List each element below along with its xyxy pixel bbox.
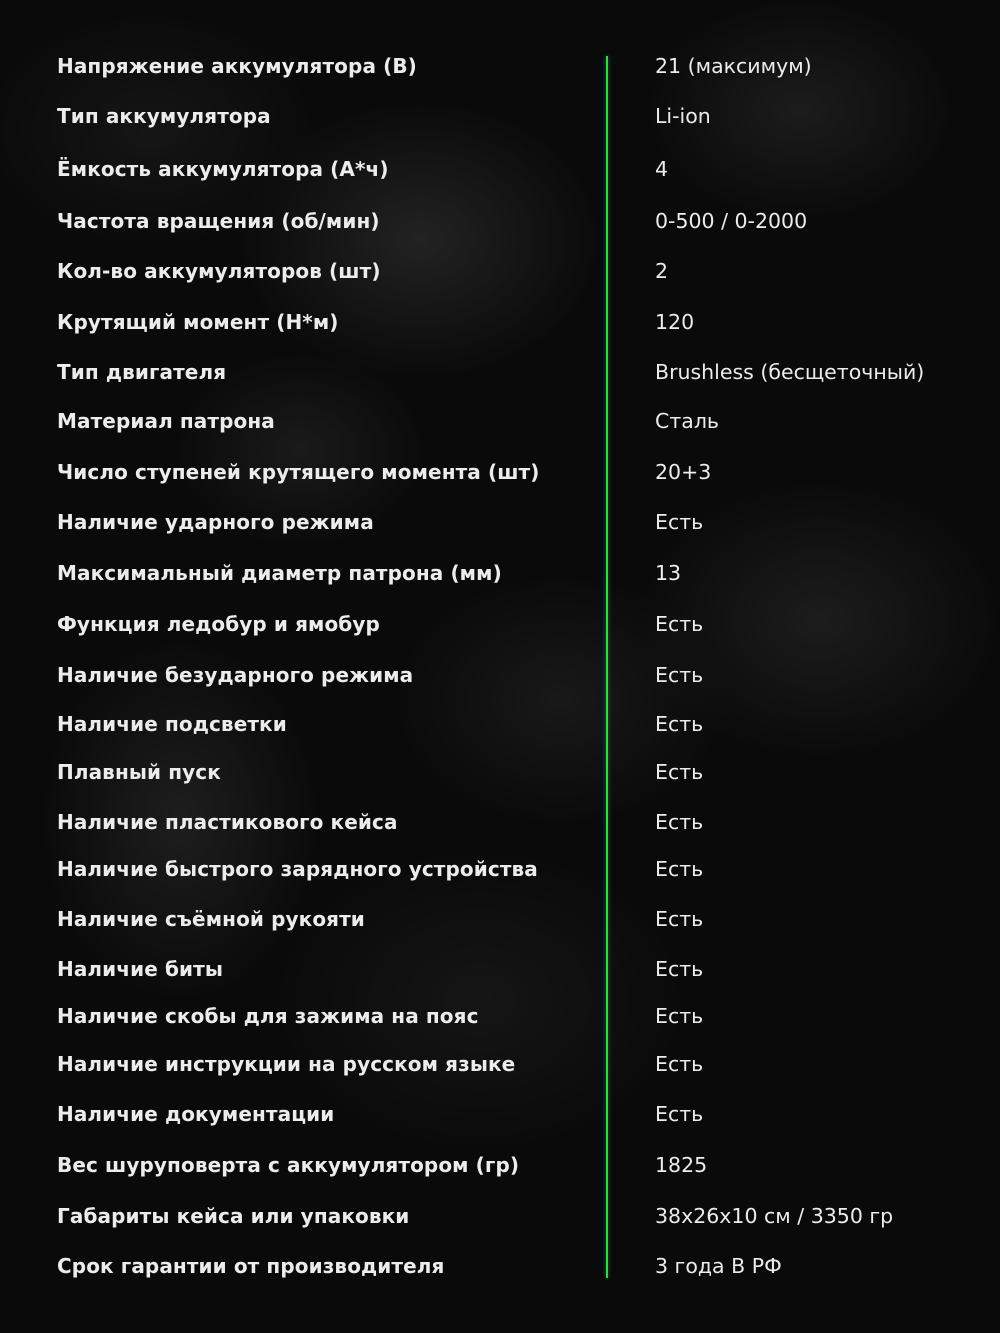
spec-row-chuck-material (0, 401, 1000, 441)
spec-row-non-impact-mode (0, 655, 1000, 695)
spec-row-bit (0, 949, 1000, 989)
spec-value: 38x26x10 см / 3350 гр (655, 1204, 894, 1228)
spec-row-belt-clip (0, 996, 1000, 1036)
spec-label: Функция ледобур и ямобур (57, 612, 380, 636)
spec-value: 21 (максимум) (655, 54, 812, 78)
spec-row-torque-steps (0, 452, 1000, 492)
spec-label: Крутящий момент (Н*м) (57, 310, 339, 334)
spec-label: Наличие пластикового кейса (57, 810, 398, 834)
spec-label: Наличие подсветки (57, 712, 287, 736)
spec-label: Наличие биты (57, 957, 224, 981)
spec-value: Brushless (бесщеточный) (655, 360, 925, 384)
spec-row-soft-start (0, 752, 1000, 792)
spec-value: 4 (655, 157, 669, 181)
spec-value: Сталь (655, 409, 720, 433)
spec-row-rpm (0, 201, 1000, 241)
spec-label: Плавный пуск (57, 760, 221, 784)
spec-label: Максимальный диаметр патрона (мм) (57, 561, 502, 585)
spec-row-russian-manual (0, 1044, 1000, 1084)
spec-value: 13 (655, 561, 682, 585)
spec-label: Габариты кейса или упаковки (57, 1204, 410, 1228)
spec-row-battery-capacity (0, 149, 1000, 189)
spec-value: Есть (655, 1102, 704, 1126)
spec-row-battery-count (0, 251, 1000, 291)
spec-row-package-dimensions (0, 1196, 1000, 1236)
spec-value: Есть (655, 857, 704, 881)
spec-row-motor-type (0, 352, 1000, 392)
spec-row-warranty (0, 1246, 1000, 1286)
spec-label: Тип двигателя (57, 360, 227, 384)
spec-label: Число ступеней крутящего момента (шт) (57, 460, 540, 484)
spec-row-documentation (0, 1094, 1000, 1134)
spec-value: 0-500 / 0-2000 (655, 209, 808, 233)
spec-row-voltage (0, 46, 1000, 86)
spec-row-light (0, 704, 1000, 744)
spec-value: 1825 (655, 1153, 708, 1177)
spec-value: 120 (655, 310, 695, 334)
spec-value: Есть (655, 712, 704, 736)
spec-label: Наличие документации (57, 1102, 335, 1126)
spec-value: 20+3 (655, 460, 712, 484)
spec-label: Наличие инструкции на русском языке (57, 1052, 516, 1076)
spec-label: Наличие скобы для зажима на пояс (57, 1004, 479, 1028)
spec-label: Напряжение аккумулятора (В) (57, 54, 417, 78)
spec-label: Тип аккумулятора (57, 104, 271, 128)
spec-label: Частота вращения (об/мин) (57, 209, 380, 233)
spec-value: Есть (655, 663, 704, 687)
spec-row-chuck-diameter (0, 553, 1000, 593)
spec-row-auger-function (0, 604, 1000, 644)
spec-label: Ёмкость аккумулятора (А*ч) (57, 157, 389, 181)
spec-row-plastic-case (0, 802, 1000, 842)
spec-row-removable-handle (0, 899, 1000, 939)
spec-value: 2 (655, 259, 669, 283)
spec-value: Есть (655, 760, 704, 784)
spec-label: Кол-во аккумуляторов (шт) (57, 259, 381, 283)
spec-value: Есть (655, 907, 704, 931)
spec-value: Есть (655, 612, 704, 636)
spec-value: Есть (655, 810, 704, 834)
spec-value: Есть (655, 510, 704, 534)
spec-label: Наличие ударного режима (57, 510, 374, 534)
spec-label: Наличие быстрого зарядного устройства (57, 857, 538, 881)
spec-value: 3 года В РФ (655, 1254, 782, 1278)
spec-label: Срок гарантии от производителя (57, 1254, 445, 1278)
spec-label: Вес шуруповерта с аккумулятором (гр) (57, 1153, 520, 1177)
spec-value: Есть (655, 1004, 704, 1028)
spec-row-weight (0, 1145, 1000, 1185)
spec-value: Li-ion (655, 104, 711, 128)
spec-row-fast-charger (0, 849, 1000, 889)
spec-label: Наличие безударного режима (57, 663, 414, 687)
spec-label: Наличие съёмной рукояти (57, 907, 365, 931)
spec-label: Материал патрона (57, 409, 275, 433)
spec-value: Есть (655, 957, 704, 981)
spec-value: Есть (655, 1052, 704, 1076)
spec-row-battery-type (0, 96, 1000, 136)
spec-row-torque (0, 302, 1000, 342)
spec-row-impact-mode (0, 502, 1000, 542)
